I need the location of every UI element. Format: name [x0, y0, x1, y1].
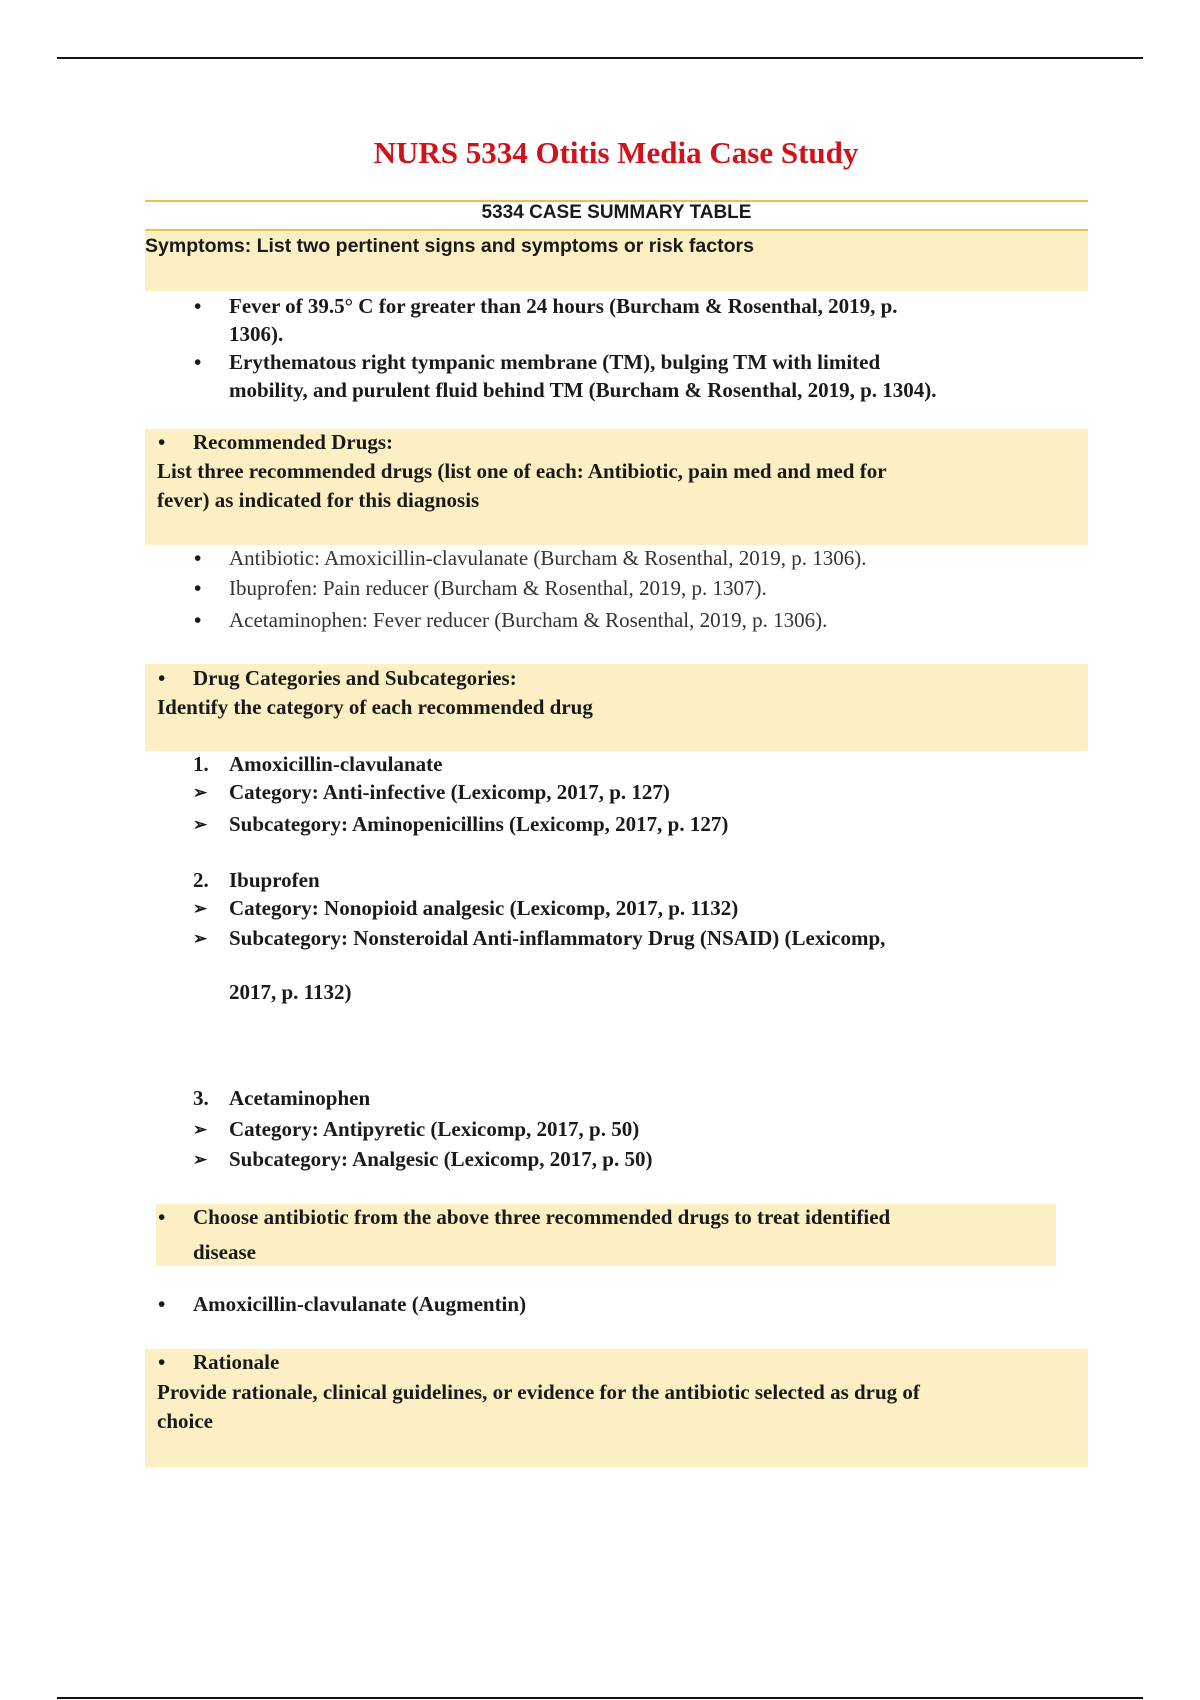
- symptom-line: 1306).: [229, 322, 284, 346]
- chosen-antibiotic: Amoxicillin-clavulanate (Augmentin): [193, 1292, 527, 1316]
- drug-name: Ibuprofen: [229, 868, 320, 892]
- drug-item: Antibiotic: Amoxicillin-clavulanate (Burcham & Rosenthal, 2019, p. 1306).: [229, 546, 867, 570]
- drug-item: Acetaminophen: Fever reducer (Burcham & Rosenthal, 2019, p. 1306).: [229, 608, 828, 632]
- symptom-line: Fever of 39.5° C for greater than 24 hours (Burcham & Rosenthal, 2019, p.: [229, 294, 898, 318]
- arrow-bullet-icon: ➢: [193, 899, 208, 918]
- category-line: Subcategory: Nonsteroidal Anti-inflammatory Drug (NSAID) (Lexicomp,: [229, 926, 886, 950]
- arrow-bullet-icon: ➢: [193, 1120, 208, 1139]
- rationale-prompt: Provide rationale, clinical guidelines, or evidence for the antibiotic selected as drug of: [157, 1380, 920, 1404]
- symptom-line: Erythematous right tympanic membrane (TM), bulging TM with limited: [229, 350, 881, 374]
- category-line: Category: Nonopioid analgesic (Lexicomp, 2017, p. 1132): [229, 896, 739, 920]
- drugs-heading: Recommended Drugs:: [193, 430, 394, 454]
- rationale-prompt: choice: [157, 1409, 213, 1433]
- arrow-bullet-icon: ➢: [193, 1150, 208, 1169]
- category-line: Category: Anti-infective (Lexicomp, 2017, p. 127): [229, 780, 670, 804]
- bullet: •: [194, 608, 202, 632]
- categories-heading: Drug Categories and Subcategories:: [193, 666, 517, 690]
- choose-prompt: Choose antibiotic from the above three recommended drugs to treat identified: [193, 1205, 891, 1229]
- symptom-line: mobility, and purulent fluid behind TM (Burcham & Rosenthal, 2019, p. 1304).: [229, 378, 937, 402]
- category-line: Subcategory: Aminopenicillins (Lexicomp, 2017, p. 127): [229, 812, 729, 836]
- table-header: 5334 CASE SUMMARY TABLE: [481, 202, 752, 223]
- category-line: Subcategory: Analgesic (Lexicomp, 2017, p. 50): [229, 1147, 653, 1171]
- top-rule: [57, 57, 1143, 59]
- bullet: •: [194, 294, 202, 318]
- bullet: •: [158, 1205, 166, 1229]
- bullet: •: [194, 546, 202, 570]
- bullet: •: [158, 666, 166, 690]
- bullet: •: [158, 430, 166, 454]
- bullet: •: [158, 1292, 166, 1316]
- drug-name: Amoxicillin-clavulanate: [229, 752, 443, 776]
- drug-number: 1.: [193, 752, 209, 776]
- drugs-prompt: List three recommended drugs (list one of each: Antibiotic, pain med and med for: [157, 459, 887, 483]
- document-title: NURS 5334 Otitis Media Case Study: [373, 135, 859, 170]
- category-line: Category: Antipyretic (Lexicomp, 2017, p. 50): [229, 1117, 640, 1141]
- symptoms-prompt: Symptoms: List two pertinent signs and symptoms or risk factors: [145, 235, 754, 257]
- drug-name: Acetaminophen: [229, 1086, 371, 1110]
- drug-number: 3.: [193, 1086, 209, 1110]
- rationale-shade: [145, 1349, 1088, 1467]
- drug-item: Ibuprofen: Pain reducer (Burcham & Rosenthal, 2019, p. 1307).: [229, 576, 767, 600]
- bullet: •: [194, 350, 202, 374]
- bottom-rule: [57, 1697, 1143, 1699]
- arrow-bullet-icon: ➢: [193, 783, 208, 802]
- drug-number: 2.: [193, 868, 209, 892]
- category-line: 2017, p. 1132): [229, 980, 352, 1004]
- bullet: •: [194, 576, 202, 600]
- bullet: •: [158, 1350, 166, 1374]
- choose-prompt: disease: [193, 1240, 256, 1264]
- arrow-bullet-icon: ➢: [193, 815, 208, 834]
- arrow-bullet-icon: ➢: [193, 929, 208, 948]
- rationale-heading: Rationale: [193, 1350, 280, 1374]
- categories-prompt: Identify the category of each recommended drug: [157, 695, 593, 719]
- drugs-prompt: fever) as indicated for this diagnosis: [157, 488, 480, 512]
